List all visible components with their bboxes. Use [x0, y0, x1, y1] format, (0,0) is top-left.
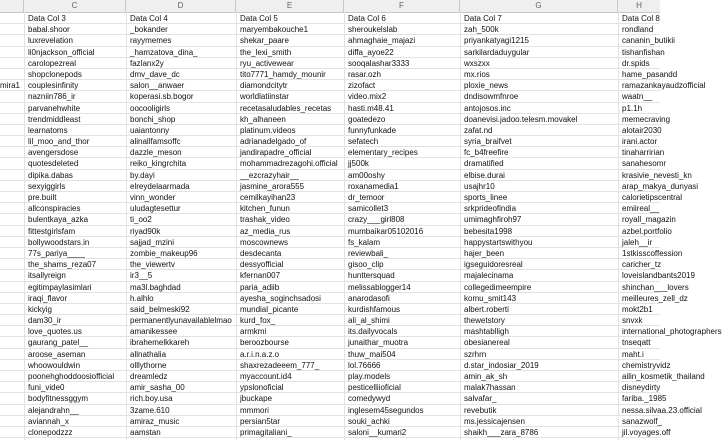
- column-header-bar: [0, 0, 660, 13]
- table-row: [0, 315, 660, 326]
- table-cell[interactable]: bodyfitnessggym: [28, 394, 89, 404]
- table-cell[interactable]: __ezcrazyhair__: [240, 170, 299, 180]
- table-cell[interactable]: thuw_mai504: [348, 349, 396, 359]
- table-cell[interactable]: elementary_recipes: [348, 148, 418, 158]
- table-cell[interactable]: comedywyd: [348, 394, 391, 404]
- table-cell[interactable]: salon__anwaer: [130, 81, 185, 91]
- table-row: [0, 170, 692, 181]
- table-row: [0, 259, 660, 270]
- table-row: [0, 371, 705, 382]
- table-cell[interactable]: tnseqatt: [622, 338, 651, 348]
- table-cell[interactable]: platinum.videos: [240, 125, 296, 135]
- header-cell[interactable]: Data Col 7: [464, 14, 502, 23]
- header-cell[interactable]: Data Col 8: [622, 14, 660, 23]
- table-cell[interactable]: olllythorne: [130, 360, 167, 370]
- table-cell[interactable]: funi_vide0: [28, 383, 65, 393]
- table-cell[interactable]: nessa.silvaa.23.official: [622, 405, 702, 415]
- table-cell[interactable]: bollywoodstars.in: [28, 237, 90, 247]
- table-cell[interactable]: roxanamedia1: [348, 181, 399, 191]
- table-cell[interactable]: carolopezreal: [28, 58, 77, 68]
- table-cell[interactable]: 3zame.610: [130, 405, 170, 415]
- table-cell[interactable]: aamstan: [130, 427, 161, 437]
- table-cell[interactable]: cananin_butikii: [622, 36, 675, 46]
- table-cell[interactable]: the_viewertv: [130, 260, 175, 270]
- table-row: [0, 248, 683, 259]
- table-cell[interactable]: wxszxx: [464, 58, 490, 68]
- table-cell[interactable]: usajhr10: [464, 181, 495, 191]
- table-row: [0, 270, 695, 281]
- table-cell[interactable]: antojosos.inc: [464, 103, 511, 113]
- table-cell[interactable]: trashak_video: [240, 215, 290, 225]
- table-cell[interactable]: lol.76666: [348, 360, 381, 370]
- table-row: [0, 282, 689, 293]
- table-cell[interactable]: snvxk: [622, 316, 643, 326]
- table-cell[interactable]: kickyig: [28, 304, 53, 314]
- table-cell[interactable]: allconspiracies: [28, 204, 81, 214]
- table-cell[interactable]: shopclonepods: [28, 69, 82, 79]
- table-cell[interactable]: emiireal__: [622, 204, 659, 214]
- table-cell[interactable]: paria_adiib: [240, 282, 280, 292]
- table-cell[interactable]: dipika.dabas: [28, 170, 73, 180]
- table-cell[interactable]: ms.jessicajensen: [464, 416, 525, 426]
- column-header-c[interactable]: C: [24, 0, 126, 12]
- table-cell[interactable]: hame_pasandd: [622, 69, 678, 79]
- table-cell[interactable]: saloni__kumari2: [348, 427, 407, 437]
- table-row: [0, 349, 660, 360]
- table-cell[interactable]: beroozbourse: [240, 338, 289, 348]
- table-cell[interactable]: adrianadelgado_of: [240, 137, 307, 147]
- table-cell[interactable]: nazniin786_ir: [28, 92, 76, 102]
- overflow-cell-text: mira1: [0, 81, 21, 91]
- table-cell[interactable]: zafat.nd: [464, 125, 493, 135]
- table-row: [0, 114, 671, 125]
- table-cell[interactable]: sexyiggirls: [28, 181, 66, 191]
- table-cell[interactable]: gaurang_patel__: [28, 338, 89, 348]
- table-cell[interactable]: priyankatyagi1215: [464, 36, 529, 46]
- table-cell[interactable]: myaccount.id4: [240, 372, 292, 381]
- table-row: [0, 393, 667, 404]
- table-cell[interactable]: mokt2b1: [622, 304, 653, 314]
- table-cell[interactable]: gisoo_clip: [348, 260, 384, 270]
- table-cell[interactable]: vinn_wonder: [130, 193, 176, 202]
- table-cell[interactable]: a.r.i.n.a.z.o: [240, 349, 280, 359]
- table-cell[interactable]: reviewbali_: [348, 248, 389, 258]
- header-cell[interactable]: Data Col 6: [348, 14, 386, 23]
- table-row: [0, 103, 660, 114]
- table-cell[interactable]: happystartswithyou: [464, 237, 533, 247]
- table-cell[interactable]: shekar_paare: [240, 36, 289, 46]
- table-cell[interactable]: video.mix2: [348, 92, 387, 102]
- table-cell[interactable]: royall_magazin: [622, 215, 676, 225]
- table-cell[interactable]: dazzle_meson: [130, 148, 182, 158]
- table-cell[interactable]: shinchan___lovers: [622, 282, 689, 292]
- table-cell[interactable]: dramatified: [464, 159, 504, 169]
- table-cell[interactable]: alotair2030: [622, 125, 662, 135]
- table-cell[interactable]: albert.roberti: [464, 304, 509, 314]
- table-cell[interactable]: zah_500k: [464, 25, 499, 35]
- table-cell[interactable]: the_shams_reza07: [28, 260, 97, 270]
- table-row: [0, 382, 660, 393]
- header-cell[interactable]: Data Col 5: [240, 14, 278, 23]
- table-cell[interactable]: li0njackson_official: [28, 47, 95, 57]
- table-cell[interactable]: amanikessee: [130, 327, 178, 337]
- table-cell[interactable]: _bokander: [130, 25, 168, 35]
- table-cell[interactable]: allnathalia: [130, 349, 167, 359]
- table-cell[interactable]: malak7hassan: [464, 383, 516, 393]
- header-row: [0, 13, 660, 24]
- table-cell[interactable]: ali_al_shimi: [348, 316, 390, 326]
- table-cell[interactable]: jbuckape: [240, 394, 273, 404]
- table-cell[interactable]: sefatech: [348, 137, 379, 147]
- table-row: [0, 136, 660, 147]
- table-cell[interactable]: obesianereal: [464, 338, 510, 348]
- table-cell[interactable]: 1stkisscoffession: [622, 248, 683, 258]
- table-row: [0, 203, 660, 214]
- table-cell[interactable]: kurd_fox_: [240, 316, 276, 326]
- table-cell[interactable]: ti_oo2: [130, 215, 152, 225]
- table-row: [0, 35, 675, 46]
- table-cell[interactable]: d.star_indosiar_2019: [464, 360, 539, 370]
- table-cell[interactable]: rasar.ozh: [348, 69, 381, 79]
- table-cell[interactable]: fariba._1985: [622, 394, 667, 404]
- table-cell[interactable]: jil.voyages.off: [622, 427, 671, 437]
- table-cell[interactable]: melissablogger14: [348, 282, 411, 292]
- table-cell[interactable]: cemilkayihan23: [240, 193, 296, 202]
- data-rows: [0, 13, 722, 438]
- table-cell[interactable]: koperasi.sb.bogor: [130, 92, 194, 102]
- table-cell[interactable]: ailin_kosmetik_thailand: [622, 372, 705, 381]
- table-cell[interactable]: jaleh__ir: [622, 237, 653, 247]
- table-cell[interactable]: ir3__5: [130, 271, 153, 281]
- table-cell[interactable]: dreamledz: [130, 372, 168, 381]
- table-cell[interactable]: persian5tar: [240, 416, 281, 426]
- table-cell[interactable]: clonepodzzz: [28, 427, 73, 437]
- table-cell[interactable]: dndisowmfnroe: [464, 92, 519, 102]
- table-cell[interactable]: ma3l.baghdad: [130, 282, 181, 292]
- table-cell[interactable]: kitchen_funun: [240, 204, 290, 214]
- table-cell[interactable]: diamondcitytr: [240, 81, 288, 91]
- table-cell[interactable]: goatedezo: [348, 114, 386, 124]
- table-cell[interactable]: syria_braifvet: [464, 137, 512, 147]
- table-cell[interactable]: mumbaikar05102016: [348, 226, 424, 236]
- table-row: [0, 416, 663, 427]
- table-cell[interactable]: uaiantonny: [130, 125, 170, 135]
- table-cell[interactable]: memecraving: [622, 114, 671, 124]
- table-cell[interactable]: souki_achki: [348, 416, 390, 426]
- table-cell[interactable]: sports_linee: [464, 193, 508, 202]
- table-cell[interactable]: dr_temoor: [348, 193, 385, 202]
- table-cell[interactable]: pesticelliioficial: [348, 383, 401, 393]
- table-cell[interactable]: mx.rios: [464, 69, 490, 79]
- table-cell[interactable]: couplesinfinity: [28, 81, 79, 91]
- table-cell[interactable]: samicollet3: [348, 204, 389, 214]
- table-cell[interactable]: sanazwolf_: [622, 416, 663, 426]
- table-row: [0, 192, 683, 203]
- table-cell[interactable]: aviannah_x: [28, 416, 69, 426]
- table-cell[interactable]: dr.spids: [622, 58, 650, 68]
- table-cell[interactable]: collegedimeempire: [464, 282, 532, 292]
- table-cell[interactable]: crazy___girl808: [348, 215, 405, 225]
- table-row: [0, 24, 660, 35]
- column-header-f[interactable]: F: [344, 0, 460, 12]
- table-cell[interactable]: sanahesomr: [622, 159, 667, 169]
- table-cell[interactable]: elreydelaarmada: [130, 181, 190, 191]
- table-cell[interactable]: dam30_ir: [28, 316, 62, 326]
- table-cell[interactable]: fc_b4freefire: [464, 148, 509, 158]
- table-cell[interactable]: zombie_makeup96: [130, 248, 198, 258]
- table-cell[interactable]: dmv_dave_dc: [130, 69, 180, 79]
- table-cell[interactable]: rondland: [622, 25, 654, 35]
- table-cell[interactable]: ramazankayaudzofficial: [622, 81, 706, 91]
- table-cell[interactable]: sheroukelslab: [348, 25, 398, 35]
- column-header-h[interactable]: H: [636, 1, 642, 10]
- table-cell[interactable]: ryu_activewear: [240, 58, 294, 68]
- table-cell[interactable]: mashtablligh: [464, 327, 509, 337]
- table-cell[interactable]: diffa_ayoe22: [348, 47, 394, 57]
- table-row: [0, 237, 660, 248]
- table-row: [0, 125, 660, 136]
- table-cell[interactable]: oocooligirls: [130, 103, 171, 113]
- table-cell[interactable]: sarkilardaduygular: [464, 47, 530, 57]
- table-cell[interactable]: shaikh___zara_8786: [464, 427, 539, 437]
- table-cell[interactable]: avengersdose: [28, 148, 79, 158]
- table-cell[interactable]: mmmori: [240, 405, 269, 415]
- table-cell[interactable]: quotesdeleted: [28, 159, 79, 169]
- table-cell[interactable]: egitimpaylasimlari: [28, 282, 92, 292]
- table-cell[interactable]: kfernan007: [240, 271, 281, 281]
- table-row: [0, 360, 671, 371]
- column-header-d[interactable]: D: [126, 0, 236, 12]
- table-cell[interactable]: rayymemes: [130, 36, 172, 46]
- table-cell[interactable]: hunttersquad: [348, 271, 395, 281]
- table-cell[interactable]: irani.actor: [622, 137, 658, 147]
- table-cell[interactable]: ahmaghaie_majazi: [348, 36, 416, 46]
- table-cell[interactable]: mundial_picante: [240, 304, 299, 314]
- table-cell[interactable]: trendmiddleast: [28, 114, 81, 124]
- table-cell[interactable]: riyad90k: [130, 226, 161, 236]
- table-cell[interactable]: _hamzatova_dina_: [130, 47, 198, 57]
- table-cell[interactable]: primagitaliani_: [240, 427, 292, 437]
- table-cell[interactable]: junaithar_muotra: [348, 338, 409, 348]
- table-cell[interactable]: shaxrezadeeem_777_: [240, 360, 320, 370]
- table-cell[interactable]: szrhrn: [464, 349, 487, 359]
- table-cell[interactable]: by.dayi: [130, 170, 155, 180]
- table-cell[interactable]: ploxie_news: [464, 81, 509, 91]
- table-cell[interactable]: learnatoms: [28, 125, 68, 135]
- table-cell[interactable]: kurdishfamous: [348, 304, 401, 314]
- table-cell[interactable]: hajer_been: [464, 248, 505, 258]
- table-cell[interactable]: dessyofficial: [240, 260, 284, 270]
- table-cell[interactable]: jandirapadre_official: [240, 148, 312, 158]
- table-cell[interactable]: alinallfamsoffc: [130, 137, 181, 147]
- table-cell[interactable]: worldlatiinstar: [240, 92, 289, 102]
- table-row: [0, 181, 699, 192]
- column-header-g[interactable]: G: [460, 0, 618, 12]
- table-cell[interactable]: love_quotes.us: [28, 327, 82, 337]
- table-cell[interactable]: babal.shoor: [28, 25, 70, 35]
- table-cell[interactable]: loveislandbants2019: [622, 271, 695, 281]
- table-cell[interactable]: itsallyreign: [28, 271, 66, 281]
- table-cell[interactable]: tishanfishan: [622, 47, 665, 57]
- table-row: [0, 80, 706, 91]
- table-cell[interactable]: anarodasofi: [348, 293, 390, 303]
- table-cell[interactable]: zizofact: [348, 81, 376, 91]
- table-cell[interactable]: desdecanta: [240, 248, 282, 258]
- table-cell[interactable]: igseguidoresreal: [464, 260, 523, 270]
- table-cell[interactable]: rich.boy.usa: [130, 394, 173, 404]
- table-cell[interactable]: iraqi_flavor: [28, 293, 68, 303]
- table-cell[interactable]: amiraz_music: [130, 416, 180, 426]
- table-cell[interactable]: sajjad_mzini: [130, 237, 175, 247]
- table-cell[interactable]: ypslonoficial: [240, 383, 284, 393]
- table-cell[interactable]: recetasaludables_recetas: [240, 103, 332, 113]
- table-cell[interactable]: azbel.portfolio: [622, 226, 672, 236]
- table-cell[interactable]: salvafar_: [464, 394, 497, 404]
- table-cell[interactable]: jj500k: [348, 159, 369, 169]
- table-cell[interactable]: whoowouldwin: [28, 360, 81, 370]
- table-cell[interactable]: maht.i: [622, 349, 644, 359]
- table-row: [0, 91, 660, 102]
- table-cell[interactable]: arap_makya_dunyasi: [622, 181, 699, 191]
- table-cell[interactable]: tinaharririan: [622, 148, 665, 158]
- table-row: [0, 47, 665, 58]
- table-cell[interactable]: waatn__: [622, 92, 653, 102]
- table-row: [0, 158, 667, 169]
- table-cell[interactable]: tito7771_hamdy_mounir: [240, 69, 326, 79]
- table-row: [0, 405, 702, 416]
- table-row: [0, 147, 665, 158]
- table-cell[interactable]: aroose_aseman: [28, 349, 86, 359]
- table-cell[interactable]: inglesem45segundos: [348, 405, 424, 415]
- table-cell[interactable]: bonchi_shop: [130, 114, 176, 124]
- table-row: [0, 326, 722, 337]
- table-cell[interactable]: fazlanx2y: [130, 58, 164, 68]
- table-cell[interactable]: h.alhlo: [130, 293, 154, 303]
- table-cell[interactable]: meilleures_zell_dz: [622, 293, 688, 303]
- table-cell[interactable]: amir_sasha_00: [130, 383, 185, 393]
- table-cell[interactable]: hasti.m48.41: [348, 103, 394, 113]
- row-number-gutter-header[interactable]: [0, 0, 24, 12]
- table-cell[interactable]: fittestgirlsfam: [28, 226, 76, 236]
- table-cell[interactable]: play.models: [348, 372, 391, 381]
- table-cell[interactable]: poonehghoddoosiofficial: [28, 372, 115, 381]
- table-cell[interactable]: said_belmeski92: [130, 304, 190, 314]
- table-cell[interactable]: the_lexi_smith: [240, 47, 292, 57]
- table-cell[interactable]: jasmine_arora555: [240, 181, 305, 191]
- table-cell[interactable]: moscownews: [240, 237, 289, 247]
- table-cell[interactable]: permanentlyunavailablelmao: [130, 316, 232, 326]
- table-cell[interactable]: bebesita1998: [464, 226, 513, 236]
- table-cell[interactable]: p1.1h: [622, 103, 643, 113]
- table-cell[interactable]: calorietipscentral: [622, 193, 683, 202]
- table-cell[interactable]: alejandrahn__: [28, 405, 79, 415]
- table-cell[interactable]: pre.built: [28, 193, 57, 202]
- table-cell[interactable]: bulentkaya_azka: [28, 215, 89, 225]
- table-cell[interactable]: ayesha_soginchsadosi: [240, 293, 321, 303]
- table-cell[interactable]: chemistryvidz: [622, 360, 671, 370]
- table-cell[interactable]: am00oshy: [348, 170, 385, 180]
- table-cell[interactable]: disneydirty: [622, 383, 661, 393]
- table-cell[interactable]: luxrevelation: [28, 36, 73, 46]
- table-cell[interactable]: az_media_rus: [240, 226, 291, 236]
- table-cell[interactable]: armkmi: [240, 327, 267, 337]
- table-cell[interactable]: maryembakouche1: [240, 25, 309, 35]
- table-row: [0, 214, 676, 225]
- table-cell[interactable]: kh_alhaneen: [240, 114, 286, 124]
- table-cell[interactable]: srkprideofindia: [464, 204, 517, 214]
- header-cell[interactable]: Data Col 4: [130, 14, 168, 23]
- table-cell[interactable]: fs_kalam: [348, 237, 381, 247]
- table-cell[interactable]: its.dailyvocals: [348, 327, 398, 337]
- table-cell[interactable]: lil_moo_and_thor: [28, 137, 90, 147]
- table-cell[interactable]: sooqalashar3333: [348, 58, 410, 68]
- table-cell[interactable]: krasivie_nevesti_kn: [622, 170, 692, 180]
- table-row: [0, 427, 671, 438]
- table-row: [0, 69, 678, 80]
- table-cell[interactable]: international_photographers: [622, 327, 722, 337]
- table-row: [0, 293, 688, 304]
- table-cell[interactable]: doanevisi.jadoo.telesm.movakel: [464, 114, 578, 124]
- table-cell[interactable]: revebutik: [464, 405, 497, 415]
- table-row: [0, 337, 660, 348]
- table-cell[interactable]: umimaghfiroh97: [464, 215, 522, 225]
- table-cell[interactable]: elbise.durai: [464, 170, 505, 180]
- header-cell[interactable]: Data Col 3: [28, 14, 66, 23]
- table-cell[interactable]: amin_ak_sh: [464, 372, 508, 381]
- column-header-e[interactable]: E: [236, 0, 344, 12]
- table-cell[interactable]: funnyfunkade: [348, 125, 397, 135]
- table-row: [0, 304, 660, 315]
- table-row: [0, 226, 672, 237]
- table-cell[interactable]: caricher_tz: [622, 260, 662, 270]
- table-cell[interactable]: 77s_pariya____: [28, 248, 85, 258]
- table-cell[interactable]: mohammadrezagohi.official: [240, 159, 338, 169]
- table-row: [0, 58, 660, 69]
- table-cell[interactable]: parvanehwhite: [28, 103, 81, 113]
- table-cell[interactable]: komu_smit143: [464, 293, 517, 303]
- table-cell[interactable]: majalecinama: [464, 271, 514, 281]
- table-cell[interactable]: reiko_kingrchita: [130, 159, 187, 169]
- table-cell[interactable]: ibrahemelkkareh: [130, 338, 190, 348]
- table-cell[interactable]: thewetstory: [464, 316, 505, 326]
- table-cell[interactable]: uludagtesettur: [130, 204, 181, 214]
